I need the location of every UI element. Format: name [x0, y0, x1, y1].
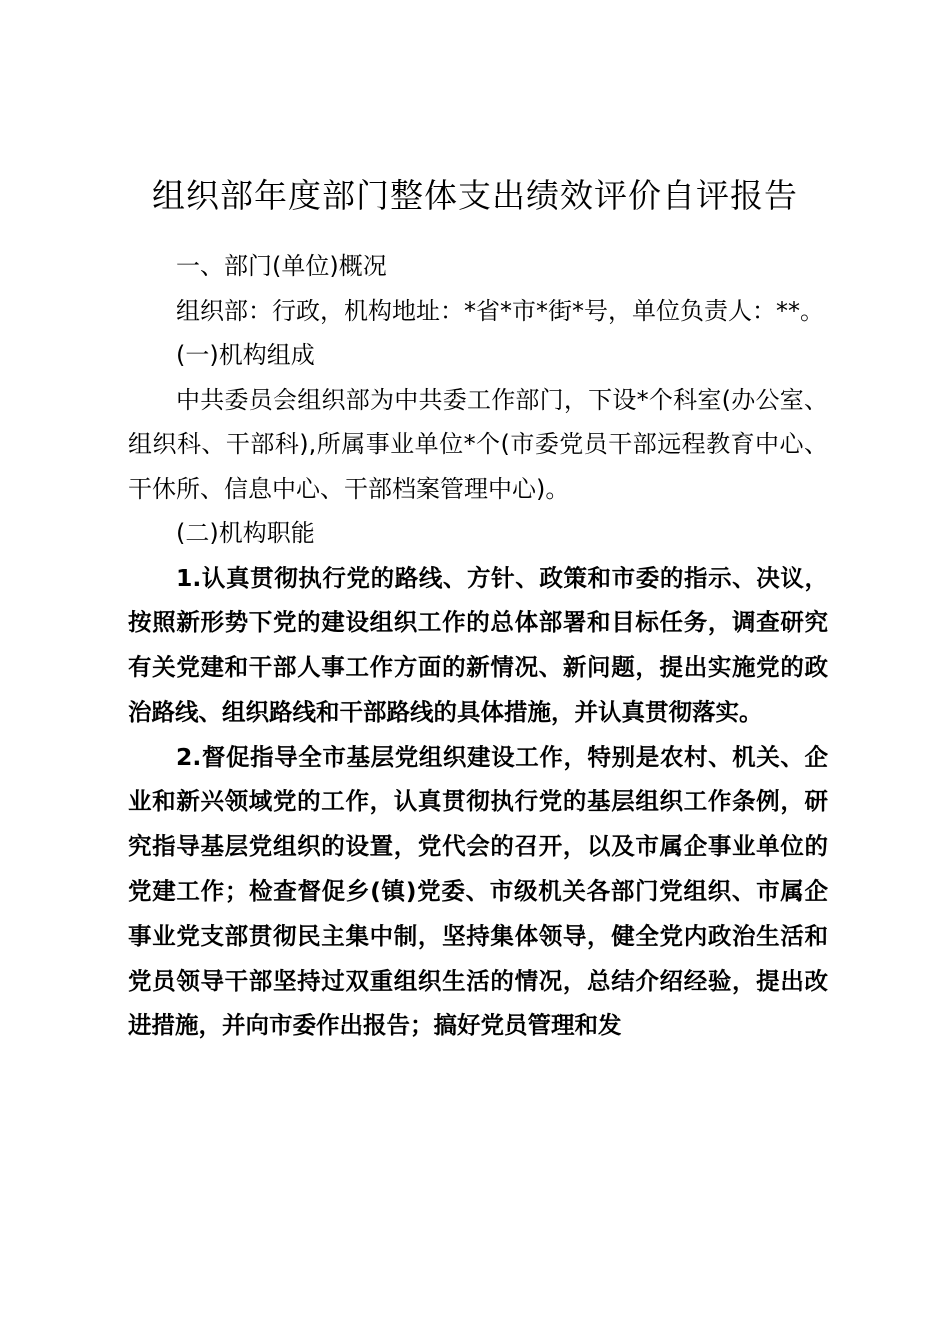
paragraph-composition: 中共委员会组织部为中共委工作部门，下设*个科室(办公室、组织科、干部科),所属事业单位*个(市委党员干部远程教育中心、干休所、信息中心、干部档案管理中心)。 [128, 385, 828, 503]
document-body [128, 244, 828, 1048]
paragraph-function-2: 2.督促指导全市基层党组织建设工作，特别是农村、机关、企业和新兴领域党的工作，认真贯彻执行党的基层组织工作条例，研究指导基层党组织的设置，党代会的召开，以及市属企事业单位的党建工作；检查督促乡(镇)党委、市级机关各部门党组织、市属企事业党支部贯彻民主集中制，坚持集体领导，健全党内政治生活和党员领导干部坚持过双重组织生活的情况，总结介绍经验，提出改进措施，并向市委作出报告；搞好党员管理和发 [128, 742, 828, 1040]
section-heading-overview: 一、部门(单位)概况 [176, 252, 387, 280]
paragraph-function-1: 1.认真贯彻执行党的路线、方针、政策和市委的指示、决议，按照新形势下党的建设组织工作的总体部署和目标任务，调查研究有关党建和干部人事工作方面的新情况、新问题，提出实施党的政治路线、组织路线和干部路线的具体措施，并认真贯彻落实。 [128, 563, 828, 726]
subsection-heading-functions: (二)机构职能 [176, 519, 315, 547]
subsection-heading-composition: (一)机构组成 [176, 341, 315, 369]
paragraph-unit-info: 组织部：行政，机构地址：*省*市*街*号，单位负责人：**。 [176, 296, 824, 325]
document-title: 组织部年度部门整体支出绩效评价自评报告 [152, 176, 798, 215]
